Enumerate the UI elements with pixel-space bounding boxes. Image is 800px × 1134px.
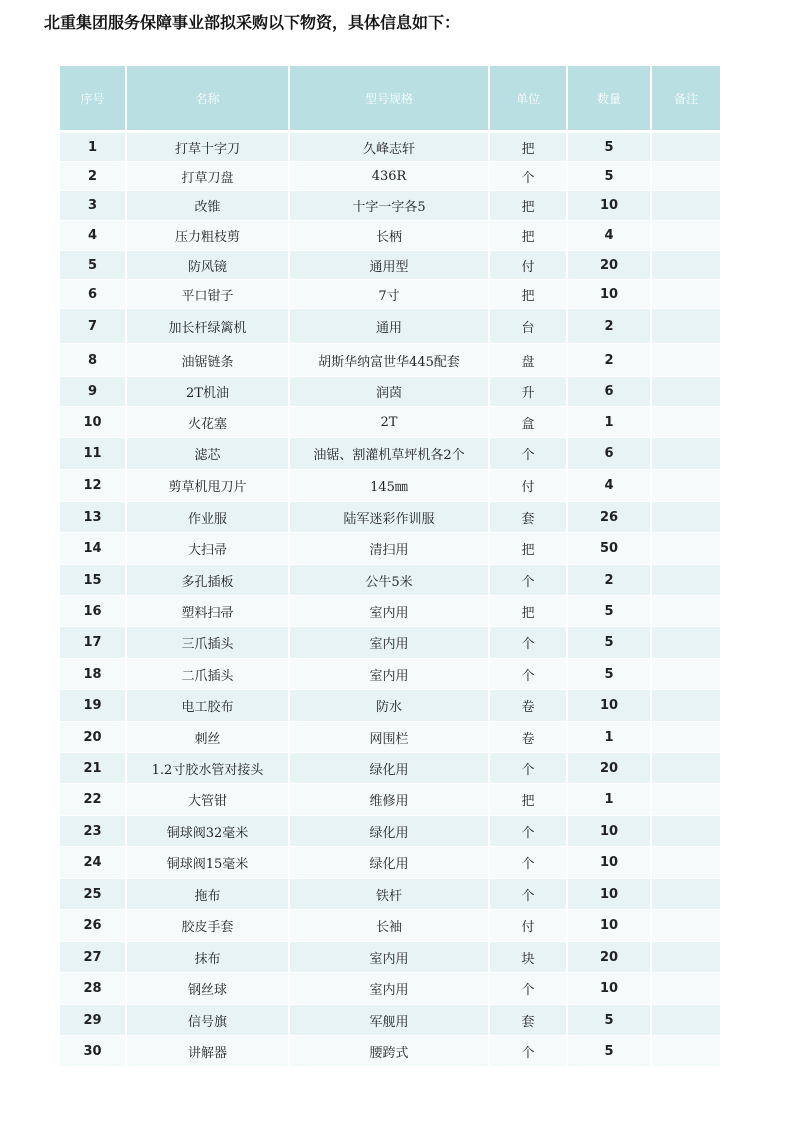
table-row (60, 280, 720, 309)
row-spec: 室内用 (289, 659, 489, 690)
row-unit: 块 (489, 942, 567, 973)
row-index: 8 (60, 344, 126, 377)
row-quantity: 5 (567, 659, 651, 690)
row-unit: 卷 (489, 722, 567, 753)
row-spec: 清扫用 (289, 533, 489, 565)
row-remark (651, 596, 720, 627)
row-quantity: 5 (567, 627, 651, 659)
row-remark (651, 533, 720, 565)
row-index: 21 (60, 753, 126, 784)
intro-text: 北重集团服务保障事业部拟采购以下物资，具体信息如下： (44, 13, 461, 32)
row-spec: 室内用 (289, 942, 489, 973)
row-unit: 把 (489, 221, 567, 251)
row-name: 二爪插头 (126, 659, 289, 690)
row-index: 14 (60, 533, 126, 565)
row-index: 5 (60, 251, 126, 280)
row-spec: 维修用 (289, 784, 489, 816)
row-remark (651, 690, 720, 722)
row-remark (651, 251, 720, 280)
row-name: 2T机油 (126, 377, 289, 407)
row-name: 油锯链条 (126, 344, 289, 377)
table-row (60, 407, 720, 438)
row-index: 29 (60, 1005, 126, 1036)
row-unit: 升 (489, 377, 567, 407)
row-index: 11 (60, 438, 126, 470)
table-row (60, 502, 720, 533)
row-unit: 把 (489, 596, 567, 627)
row-name: 改锥 (126, 191, 289, 221)
table-row (60, 251, 720, 280)
row-remark (651, 191, 720, 221)
row-spec: 145㎜ (289, 470, 489, 502)
row-remark (651, 973, 720, 1005)
row-remark (651, 565, 720, 596)
row-name: 加长杆绿篱机 (126, 309, 289, 344)
row-remark (651, 879, 720, 910)
row-remark (651, 438, 720, 470)
row-spec: 通用 (289, 309, 489, 344)
row-quantity: 1 (567, 722, 651, 753)
table-row (60, 910, 720, 942)
row-remark (651, 784, 720, 816)
row-quantity: 20 (567, 753, 651, 784)
row-spec: 陆军迷彩作训服 (289, 502, 489, 533)
row-unit: 把 (489, 533, 567, 565)
row-unit: 把 (489, 280, 567, 309)
table-row (60, 221, 720, 251)
row-remark (651, 910, 720, 942)
row-quantity: 10 (567, 910, 651, 942)
row-quantity: 10 (567, 973, 651, 1005)
table-row (60, 847, 720, 879)
row-index: 13 (60, 502, 126, 533)
row-index: 30 (60, 1036, 126, 1067)
row-index: 6 (60, 280, 126, 309)
row-spec: 军舰用 (289, 1005, 489, 1036)
row-remark (651, 221, 720, 251)
procurement-table (60, 66, 720, 1067)
table-row (60, 596, 720, 627)
header-quantity: 数量 (567, 66, 651, 132)
row-name: 防风镜 (126, 251, 289, 280)
table-row (60, 191, 720, 221)
table-row (60, 627, 720, 659)
row-unit: 卷 (489, 690, 567, 722)
table-row (60, 942, 720, 973)
row-unit: 个 (489, 627, 567, 659)
row-index: 17 (60, 627, 126, 659)
row-name: 钢丝球 (126, 973, 289, 1005)
row-unit: 个 (489, 565, 567, 596)
row-unit: 付 (489, 251, 567, 280)
row-quantity: 10 (567, 847, 651, 879)
table-row (60, 438, 720, 470)
table-row (60, 533, 720, 565)
row-spec: 长柄 (289, 221, 489, 251)
table-row (60, 722, 720, 753)
table-row (60, 973, 720, 1005)
row-name: 电工胶布 (126, 690, 289, 722)
row-unit: 套 (489, 1005, 567, 1036)
row-quantity: 10 (567, 280, 651, 309)
row-quantity: 6 (567, 438, 651, 470)
row-spec: 绿化用 (289, 753, 489, 784)
row-unit: 盘 (489, 344, 567, 377)
row-name: 大管钳 (126, 784, 289, 816)
row-quantity: 6 (567, 377, 651, 407)
table-row (60, 1036, 720, 1067)
row-index: 23 (60, 816, 126, 847)
row-name: 打草刀盘 (126, 162, 289, 191)
row-remark (651, 659, 720, 690)
header-unit: 单位 (489, 66, 567, 132)
row-name: 平口钳子 (126, 280, 289, 309)
row-spec: 防水 (289, 690, 489, 722)
row-spec: 绿化用 (289, 847, 489, 879)
row-quantity: 50 (567, 533, 651, 565)
table-row (60, 1005, 720, 1036)
row-unit: 把 (489, 191, 567, 221)
row-quantity: 4 (567, 221, 651, 251)
row-index: 7 (60, 309, 126, 344)
row-spec: 润茵 (289, 377, 489, 407)
row-name: 滤芯 (126, 438, 289, 470)
row-remark (651, 753, 720, 784)
row-unit: 个 (489, 847, 567, 879)
row-name: 火花塞 (126, 407, 289, 438)
table-row (60, 470, 720, 502)
row-remark (651, 377, 720, 407)
row-spec: 室内用 (289, 596, 489, 627)
row-unit: 个 (489, 659, 567, 690)
table-row (60, 309, 720, 344)
row-name: 讲解器 (126, 1036, 289, 1067)
row-unit: 个 (489, 973, 567, 1005)
row-index: 12 (60, 470, 126, 502)
row-remark (651, 847, 720, 879)
row-name: 三爪插头 (126, 627, 289, 659)
row-name: 刺丝 (126, 722, 289, 753)
row-name: 剪草机甩刀片 (126, 470, 289, 502)
table-row (60, 816, 720, 847)
table-row (60, 377, 720, 407)
row-unit: 个 (489, 816, 567, 847)
row-name: 拖布 (126, 879, 289, 910)
row-quantity: 5 (567, 132, 651, 162)
header-name: 名称 (126, 66, 289, 132)
row-quantity: 10 (567, 879, 651, 910)
row-name: 塑料扫帚 (126, 596, 289, 627)
row-index: 9 (60, 377, 126, 407)
row-spec: 铁杆 (289, 879, 489, 910)
row-name: 打草十字刀 (126, 132, 289, 162)
row-remark (651, 309, 720, 344)
row-unit: 把 (489, 784, 567, 816)
row-index: 3 (60, 191, 126, 221)
row-index: 27 (60, 942, 126, 973)
row-name: 压力粗枝剪 (126, 221, 289, 251)
table-row (60, 879, 720, 910)
table-row (60, 659, 720, 690)
row-quantity: 2 (567, 565, 651, 596)
row-index: 16 (60, 596, 126, 627)
row-quantity: 2 (567, 309, 651, 344)
row-spec: 436R (289, 162, 489, 191)
row-spec: 久峰志轩 (289, 132, 489, 162)
row-remark (651, 132, 720, 162)
table-row (60, 132, 720, 162)
row-unit: 个 (489, 753, 567, 784)
row-quantity: 1 (567, 784, 651, 816)
row-spec: 十字一字各5 (289, 191, 489, 221)
row-name: 信号旗 (126, 1005, 289, 1036)
table-row (60, 690, 720, 722)
row-index: 20 (60, 722, 126, 753)
table-row (60, 162, 720, 191)
row-index: 25 (60, 879, 126, 910)
row-name: 作业服 (126, 502, 289, 533)
header-remark: 备注 (651, 66, 720, 132)
row-quantity: 20 (567, 942, 651, 973)
row-spec: 通用型 (289, 251, 489, 280)
row-name: 铜球阀15毫米 (126, 847, 289, 879)
table-header-row (60, 66, 720, 132)
row-index: 2 (60, 162, 126, 191)
row-quantity: 5 (567, 596, 651, 627)
row-unit: 个 (489, 438, 567, 470)
row-name: 1.2寸胶水管对接头 (126, 753, 289, 784)
row-remark (651, 407, 720, 438)
row-name: 胶皮手套 (126, 910, 289, 942)
row-index: 19 (60, 690, 126, 722)
row-quantity: 1 (567, 407, 651, 438)
row-spec: 长袖 (289, 910, 489, 942)
row-unit: 个 (489, 1036, 567, 1067)
table-row (60, 344, 720, 377)
row-index: 26 (60, 910, 126, 942)
row-remark (651, 470, 720, 502)
row-unit: 个 (489, 879, 567, 910)
row-name: 多孔插板 (126, 565, 289, 596)
row-unit: 个 (489, 162, 567, 191)
row-quantity: 4 (567, 470, 651, 502)
row-index: 1 (60, 132, 126, 162)
row-unit: 套 (489, 502, 567, 533)
row-name: 抹布 (126, 942, 289, 973)
table-row (60, 565, 720, 596)
row-index: 22 (60, 784, 126, 816)
row-quantity: 5 (567, 1005, 651, 1036)
row-unit: 台 (489, 309, 567, 344)
row-index: 4 (60, 221, 126, 251)
row-remark (651, 280, 720, 309)
row-remark (651, 162, 720, 191)
row-index: 28 (60, 973, 126, 1005)
row-unit: 盒 (489, 407, 567, 438)
row-spec: 室内用 (289, 627, 489, 659)
row-quantity: 10 (567, 816, 651, 847)
row-remark (651, 722, 720, 753)
row-unit: 把 (489, 132, 567, 162)
row-remark (651, 1005, 720, 1036)
row-spec: 公牛5米 (289, 565, 489, 596)
row-quantity: 5 (567, 162, 651, 191)
row-remark (651, 344, 720, 377)
row-name: 大扫帚 (126, 533, 289, 565)
table-row (60, 753, 720, 784)
row-spec: 胡斯华纳富世华445配套 (289, 344, 489, 377)
table-row (60, 784, 720, 816)
row-name: 铜球阀32毫米 (126, 816, 289, 847)
row-remark (651, 1036, 720, 1067)
row-unit: 付 (489, 910, 567, 942)
row-remark (651, 942, 720, 973)
row-quantity: 10 (567, 690, 651, 722)
row-remark (651, 816, 720, 847)
row-index: 15 (60, 565, 126, 596)
header-index: 序号 (60, 66, 126, 132)
row-quantity: 5 (567, 1036, 651, 1067)
row-unit: 付 (489, 470, 567, 502)
row-quantity: 26 (567, 502, 651, 533)
row-quantity: 20 (567, 251, 651, 280)
row-remark (651, 627, 720, 659)
row-spec: 油锯、割灌机草坪机各2个 (289, 438, 489, 470)
row-index: 18 (60, 659, 126, 690)
row-quantity: 2 (567, 344, 651, 377)
row-index: 24 (60, 847, 126, 879)
row-spec: 室内用 (289, 973, 489, 1005)
row-quantity: 10 (567, 191, 651, 221)
row-spec: 7寸 (289, 280, 489, 309)
row-spec: 腰跨式 (289, 1036, 489, 1067)
row-spec: 网围栏 (289, 722, 489, 753)
row-remark (651, 502, 720, 533)
row-spec: 2T (289, 407, 489, 438)
row-index: 10 (60, 407, 126, 438)
row-spec: 绿化用 (289, 816, 489, 847)
header-spec: 型号规格 (289, 66, 489, 132)
